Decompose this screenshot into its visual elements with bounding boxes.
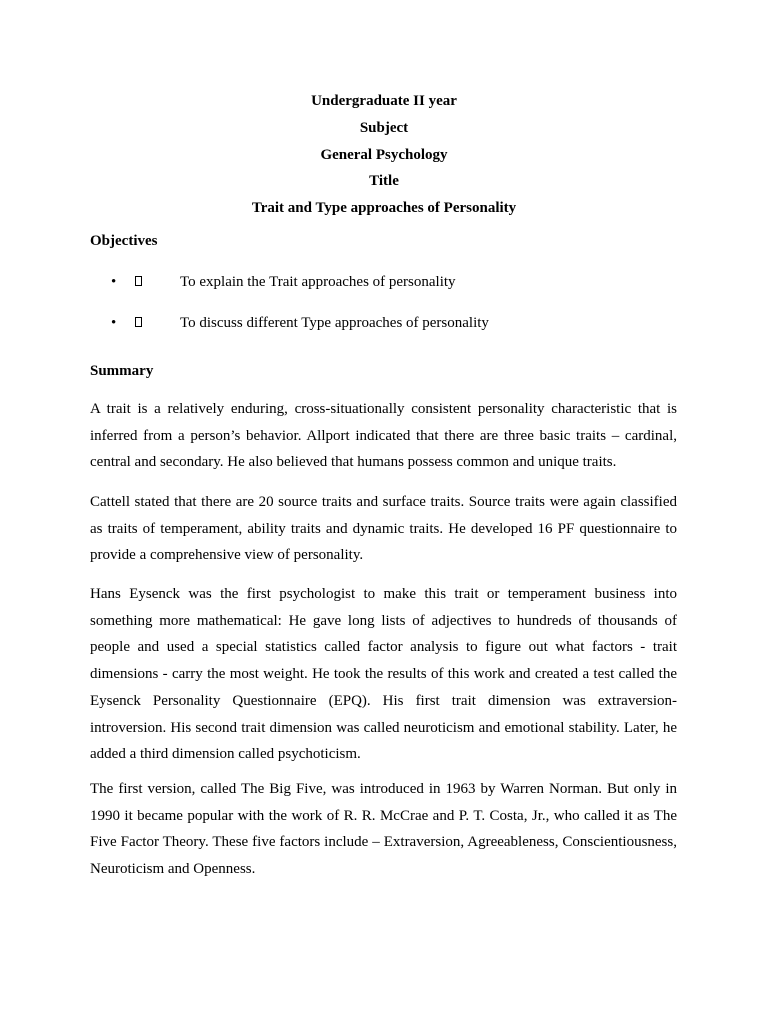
summary-heading: Summary bbox=[90, 363, 154, 379]
missing-glyph-box-icon bbox=[135, 276, 142, 286]
summary-paragraph: Hans Eysenck was the first psychologist to make this trait or temperament business into something more mathematical: He gave long lists of adjectives to hundreds of thousands of people and used a special statistics called factor analysis to figure out what factors - trait dimensions - carry the most weight. He took the results of this work and created a test called the Eysenck Personality Questionnaire (EPQ). His first trait dimension was extraversion-introversion. His second trait dimension was called neuroticism and emotional stability. Later, he added a third dimension called psychoticism. bbox=[90, 586, 677, 763]
objective-item bbox=[0, 272, 768, 292]
summary-paragraph: A trait is a relatively enduring, cross-situationally consistent personality characteristic that is inferred from a person’s behavior. Allport indicated that there are three basic traits – cardinal, central and secondary. He also believed that humans possess common and unique traits. bbox=[90, 401, 677, 471]
document-title: Trait and Type approaches of Personality bbox=[251, 200, 517, 217]
objective-item bbox=[0, 313, 768, 333]
subject-label: Subject bbox=[359, 119, 409, 136]
objective-text: To explain the Trait approaches of personality bbox=[180, 274, 456, 290]
document-header bbox=[0, 88, 768, 222]
subject-name: General Psychology bbox=[320, 146, 448, 163]
course-level: Undergraduate II year bbox=[311, 93, 457, 109]
title-label: Title bbox=[369, 173, 399, 190]
summary-paragraph: Cattell stated that there are 20 source traits and surface traits. Source traits were again classified as traits of temperament, ability traits and dynamic traits. He developed 16 PF questionnaire to provide a comprehensive view of personality. bbox=[90, 494, 677, 564]
objective-text: To discuss different Type approaches of personality bbox=[180, 315, 489, 331]
bullet-icon: • bbox=[111, 315, 117, 331]
summary-paragraph: The first version, called The Big Five, was introduced in 1963 by Warren Norman. But only in 1990 it became popular with the work of R. R. McCrae and P. T. Costa, Jr., who called it as The Five Factor Theory. These five factors include – Extraversion, Agreeableness, Conscientiousness, Neuroticism and Openness. bbox=[90, 781, 677, 878]
objectives-heading: Objectives bbox=[90, 233, 158, 249]
bullet-icon: • bbox=[111, 274, 117, 290]
missing-glyph-box-icon bbox=[135, 317, 142, 327]
